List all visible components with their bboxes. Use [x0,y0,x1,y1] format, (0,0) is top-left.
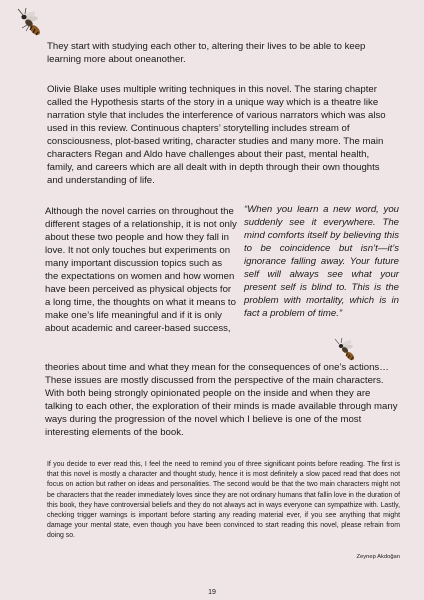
pull-quote: “When you learn a new word, you suddenly see it everywhere. The mind comforts itself by believing this to be coincidence but isn’t—it’s ignorance falling away. Your future self will always see what your present self is blind to. This is the problem with mortality, which is in fact a problem of time.” [244,204,399,319]
page-number: 19 [208,589,216,596]
intro-paragraph: They start with studying each other to, altering their lives to be able to keep learning more about oneanother. [47,41,366,65]
themes-paragraph-continued: theories about time and what they mean for the consequences of one’s actions… These issues are mostly discussed from the perspective of the main characters. With both being strongly opinionated people on the inside and when they are talking to each other, the exploration of their minds is made available through many ways during the progression of the novel which I believe is one of the most interesting elements of the book. [45,362,398,438]
author-name: Zeynep Akdoğan [356,554,400,560]
bee-icon [330,336,360,364]
techniques-paragraph: Olivie Blake uses multiple writing techniques in this novel. The staring chapter called the Hypothesis starts of the story in a unique way which is a theatre like narration style that includes the interference of various narrators which was also used in this review. Continuous chapters’ storytelling includes stream of consciousness, plot-based writing, character studies and many more. The main characters Regan and Aldo have challenges about their past, mental health, family, and careers which are all dealt with in depth through their own thoughts and understanding of life. [47,84,386,186]
advice-paragraph: If you decide to ever read this, I feel the need to remind you of three significant points before reading. The first is that this novel is mostly a character and thought study, hence it is most definitely a slow paced read that does not focus on action but rather on ideas and personalities. The second would be that the two main characters might not be characters that the reader immediately loves since they are not ordinary humans that fallin love in the duration of this book, they have controversial beliefs and they do not always act in ways everyone can sympathize with. Lastly, checking trigger warnings is important before starting any reading material ever, if you see anything that might damage your mental state, even though you have been convinced to start reading this novel, please refrain from doing so. [47,461,400,540]
bee-icon [9,6,45,40]
themes-paragraph: Although the novel carries on throughout the different stages of a relationship, it is not only about these two people and how they fall in love. It not only touches but experiments on many important discussion topics such as the expectations on women and how women have been perceived as physical objects for a long time, the thoughts on what it means to make one’s life meaningful and if it is only about academic and career-based success, [45,206,237,334]
